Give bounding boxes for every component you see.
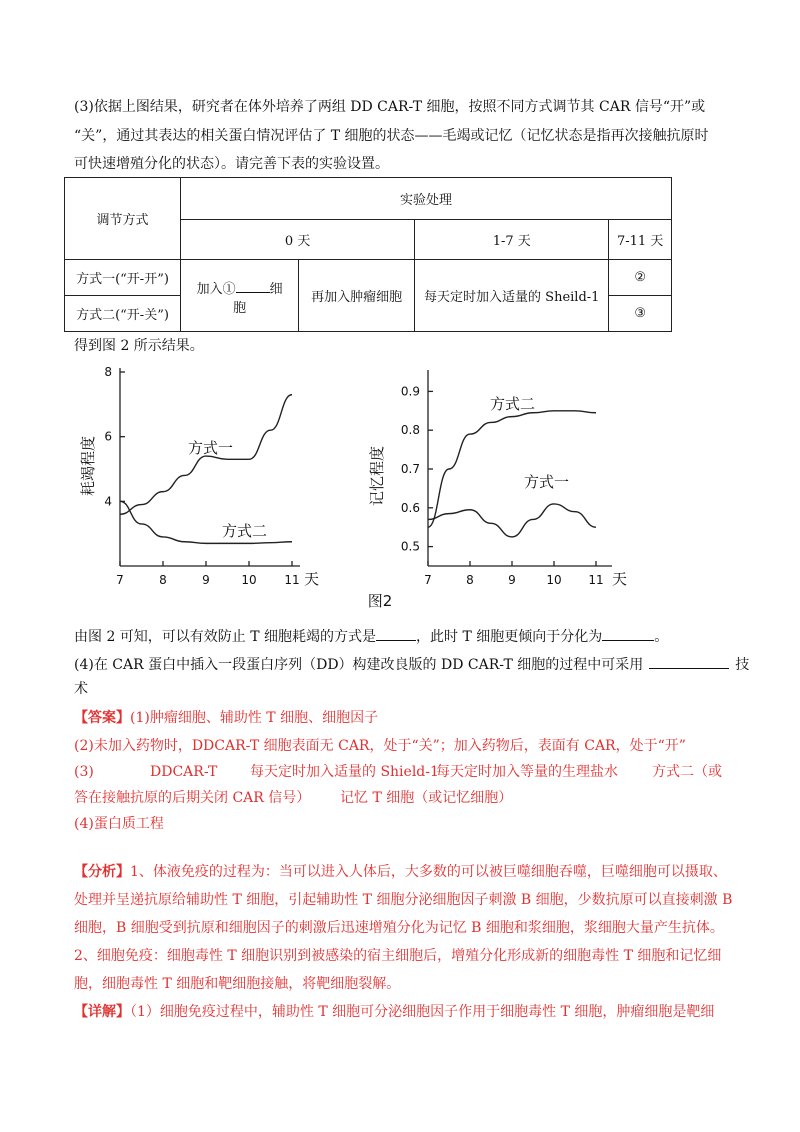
x-tick-label: 10 (546, 573, 562, 587)
figure-caption: 图2 (367, 592, 393, 610)
chart1-ylabel: 耗竭程度 (79, 435, 97, 497)
header-day1-7: 1-7 天 (415, 220, 609, 260)
blank-technique (649, 652, 729, 669)
chart2-ylabel: 记忆程度 (368, 445, 386, 507)
analysis-4: 2、细胞免疫：细胞毒性 T 细胞识别到被感染的宿主细胞后，增殖分化形成新的细胞毒性 T 细胞和记忆细 (74, 948, 722, 964)
q3-line3: 可快速增殖分化的状态）。请完善下表的实验设置。 (74, 156, 389, 172)
chart2-series-mode1 (428, 504, 596, 537)
fig-question (74, 624, 668, 647)
q4-line1 (74, 652, 749, 675)
blank-2-cell: ② (609, 260, 672, 296)
sheild-cell: 每天定时加入适量的 Sheild-1 (415, 260, 609, 332)
header-day7-11: 7-11 天 (609, 220, 672, 260)
blank-mode (376, 624, 416, 641)
q3-line1: (3)依据上图结果，研究者在体外培养了两组 DD CAR-T 细胞，按照不同方式调节其 CAR 信号“开”或 (74, 99, 706, 115)
x-tick-label: 9 (508, 573, 516, 587)
x-tick-label: 10 (241, 573, 257, 587)
add-cell-prefix: 加入① (196, 281, 236, 297)
chart1-label-mode1: 方式一 (188, 439, 234, 457)
answer-3-p3: 每天定时加入等量的生理盐水 (436, 764, 618, 780)
y-tick-label: 6 (104, 429, 112, 444)
answer-1: (1)肿瘤细胞、辅助性 T 细胞、细胞因子 (130, 710, 379, 726)
y-tick-label: 0.5 (400, 539, 420, 554)
y-tick-label: 8 (104, 365, 112, 379)
add-tumor-cell: 再加入肿瘤细胞 (299, 260, 415, 332)
chart2-series-mode2 (428, 411, 596, 527)
detail-1: （1）细胞免疫过程中，辅助性 T 细胞可分泌细胞因子作用于细胞毒性 T 细胞，肿瘤细胞是靶细 (130, 1004, 715, 1020)
x-tick-label: 7 (424, 573, 432, 587)
mode2-label: 方式二(“开-关”) (65, 296, 181, 332)
blank-differentiation (602, 624, 654, 641)
q4-end: 技 (735, 657, 750, 673)
y-tick-label: 0.7 (400, 462, 420, 476)
detail-tag: 【详解】 (74, 1004, 130, 1020)
after-table-text: 得到图 2 所示结果。 (74, 338, 204, 354)
header-treatment: 实验处理 (181, 178, 672, 220)
answer-3-line1 (74, 762, 734, 782)
mode1-label: 方式一(“开-开”) (65, 260, 181, 296)
x-tick-label: 8 (159, 573, 167, 587)
analysis-line1 (74, 862, 727, 882)
chart1-ticks (104, 365, 299, 587)
detail-line1 (74, 1002, 714, 1022)
answer-3-line2 (74, 788, 734, 808)
analysis-1: 1、体液免疫的过程为：当可以进入人体后，大多数的可以被巨噬细胞吞噬，巨噬细胞可以摄取、 (130, 864, 727, 880)
answer-3-p1: DDCAR-T (150, 764, 218, 780)
blank-3-cell: ③ (609, 296, 672, 332)
chart2-label-mode2: 方式二 (490, 395, 536, 413)
y-tick-label: 0.9 (400, 384, 420, 399)
answer-4: (4)蛋白质工程 (74, 816, 164, 832)
add-cell-line2: 胞 (233, 300, 247, 316)
chart2-x-unit: 天 (612, 570, 628, 588)
analysis-2: 处理并呈递抗原给辅助性 T 细胞，引起辅助性 T 细胞分泌细胞因子刺激 B 细胞，少数抗原可以直接刺激 B (74, 892, 733, 908)
fig-question-a: 由图 2 可知，可以有效防止 T 细胞耗竭的方式是 (74, 629, 377, 645)
chart2-ticks (401, 384, 604, 587)
x-tick-label: 11 (588, 573, 604, 587)
analysis-tag: 【分析】 (74, 864, 130, 880)
add-cell-suffix: 细 (269, 281, 283, 297)
y-tick-label: 0.6 (400, 500, 420, 515)
chart2-label-mode1: 方式一 (524, 473, 570, 491)
answer-3-p4: 方式二（或 (652, 764, 722, 780)
x-tick-label: 9 (202, 573, 210, 587)
x-tick-label: 8 (466, 573, 474, 587)
answer-3-num: (3) (74, 764, 94, 780)
q4-text: (4)在 CAR 蛋白中插入一段蛋白序列（DD）构建改良版的 DD CAR-T 细胞的过程中可采用 (74, 657, 644, 673)
answer-3-l2a: 答在接触抗原的后期关闭 CAR 信号） (74, 790, 311, 806)
y-tick-label: 0.8 (400, 423, 420, 438)
header-day0: 0 天 (181, 220, 415, 260)
answer-tag: 【答案】 (74, 710, 130, 726)
chart1-x-unit: 天 (304, 570, 320, 588)
chart1-label-mode2: 方式二 (222, 522, 268, 540)
analysis-3: 细胞，B 细胞受到抗原和细胞因子的刺激后迅速增殖分化为记忆 B 细胞和浆细胞，浆细胞大量产生抗体。 (74, 920, 724, 936)
analysis-5: 胞，细胞毒性 T 细胞和靶细胞接触，将靶细胞裂解。 (74, 976, 401, 992)
header-mode: 调节方式 (65, 178, 181, 260)
fig-question-b: ，此时 T 细胞更倾向于分化为 (416, 629, 603, 645)
q3-line2: “关”，通过其表达的相关蛋白情况评估了 T 细胞的状态——毛竭或记忆（记忆状态是指再次接触抗原时 (74, 128, 709, 144)
answer-line1 (74, 708, 378, 728)
x-tick-label: 7 (116, 573, 124, 587)
fig-question-c: 。 (654, 629, 669, 645)
answer-3-p2: 每天定时加入适量的 Shield-1 (250, 764, 439, 780)
q4-line2: 术 (74, 681, 88, 697)
y-tick-label: 4 (104, 494, 112, 509)
answer-3-l2b: 记忆 T 细胞（或记忆细胞） (340, 790, 513, 806)
x-tick-label: 11 (284, 573, 300, 587)
answer-2: (2)未加入药物时，DDCAR-T 细胞表面无 CAR，处于“关”；加入药物后，表面有 CAR，处于“开” (74, 738, 686, 754)
